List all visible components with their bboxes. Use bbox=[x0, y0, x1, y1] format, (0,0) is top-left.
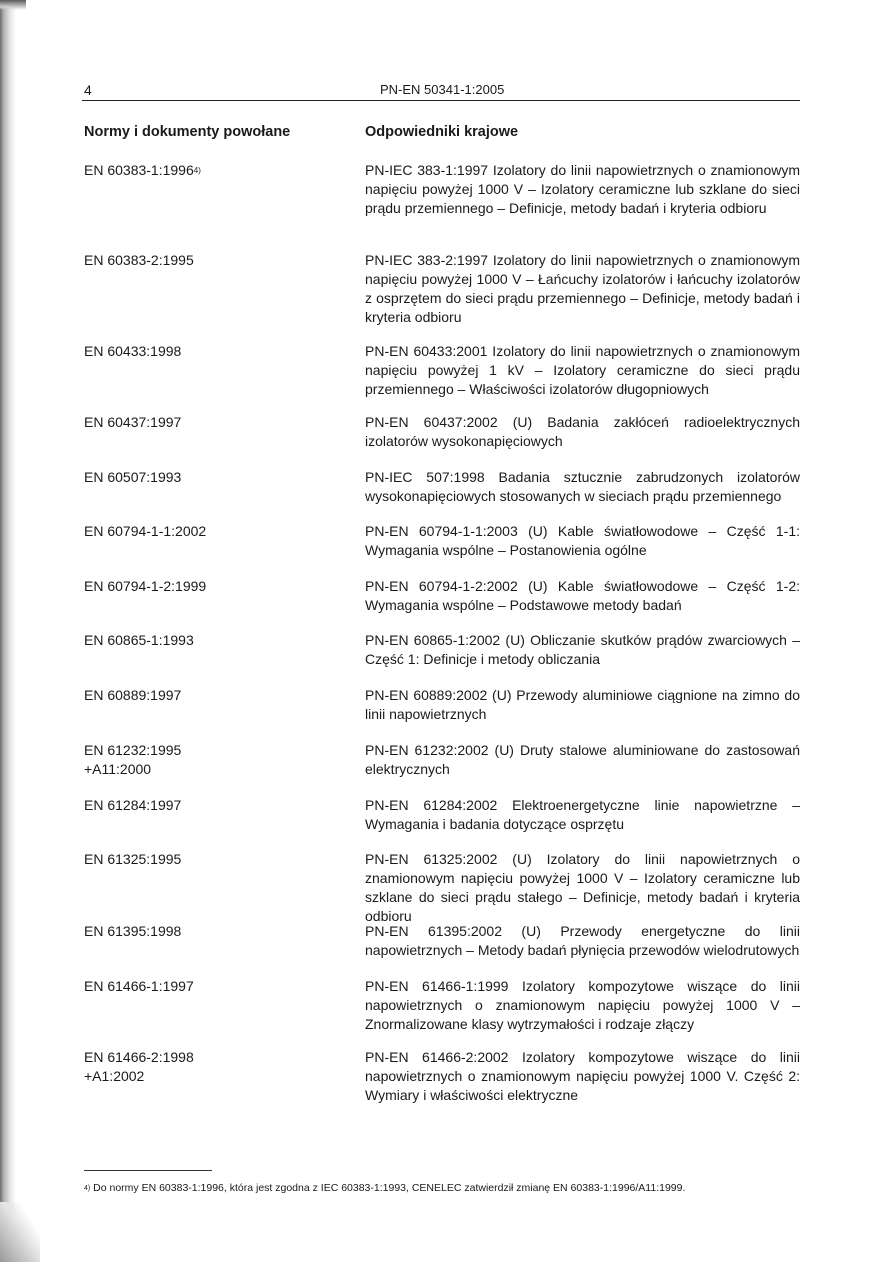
national-equivalent: PN-EN 60437:2002 (U) Badania zakłóceń radioelektrycznych izolatorów wysokonapięciowych bbox=[365, 414, 800, 449]
standard-code: EN 60383-1:1996$^{4)}$ bbox=[84, 162, 201, 178]
national-equivalent: PN-IEC 383-1:1997 Izolatory do linii napowietrznych o znamionowym napięciu powyżej 1000 V – Izolatory ceramiczne lub szklane do sieci prądu przemiennego – Definicje, metody badań i kryteria odbioru bbox=[365, 162, 800, 216]
standard-code: EN 60383-2:1995 bbox=[84, 252, 194, 268]
standard-code: EN 60794-1-2:1999 bbox=[84, 578, 207, 594]
standard-code: EN 60794-1-1:2002 bbox=[84, 523, 207, 539]
standard-code: EN 60437:1997 bbox=[84, 414, 182, 430]
standard-code: EN 61284:1997 bbox=[84, 797, 182, 813]
national-equivalent: PN-EN 61395:2002 (U) Przewody energetyczne do linii napowietrznych – Metody badań płynięcia przewodów wielodrutowych bbox=[365, 923, 800, 958]
national-equivalent: PN-EN 60794-1-1:2003 (U) Kable światłowodowe – Część 1-1: Wymagania wspólne – Postanowienia ogólne bbox=[365, 523, 800, 558]
column-heading-standards: Normy i dokumenty powołane bbox=[84, 124, 291, 140]
footnote-marker: 4) bbox=[84, 1185, 91, 1192]
standard-code: EN 60865-1:1993 bbox=[84, 632, 194, 648]
footnote-marker: 4) bbox=[193, 166, 201, 175]
column-heading-equivalents: Odpowiedniki krajowe bbox=[365, 124, 519, 140]
national-equivalent: PN-IEC 507:1998 Badania sztucznie zabrudzonych izolatorów wysokonapięciowych stosowanych w sieciach prądu przemiennego bbox=[365, 469, 800, 504]
national-equivalent: PN-EN 61466-2:2002 Izolatory kompozytowe wiszące do linii napowietrznych o znamionowym napięciu powyżej 1000 V. Część 2: Wymiary i właściwości elektryczne bbox=[365, 1049, 800, 1103]
standard-code: EN 60507:1993 bbox=[84, 469, 182, 485]
national-equivalent: PN-EN 61232:2002 (U) Druty stalowe aluminiowane do zastosowań elektrycznych bbox=[365, 742, 800, 777]
national-equivalent: PN-EN 61325:2002 (U) Izolatory do linii napowietrznych o znamionowym napięciu powyżej 1000 V – Izolatory ceramiczne lub szklane do sieci prądu stałego – Definicje, metody badań i kryteria odbioru bbox=[365, 851, 800, 924]
page-number: 4 bbox=[84, 82, 92, 98]
document-id: PN-EN 50341-1:2005 bbox=[380, 82, 505, 97]
footnote-rule bbox=[84, 1170, 212, 1171]
national-equivalent: PN-IEC 383-2:1997 Izolatory do linii napowietrznych o znamionowym napięciu powyżej 1000 V – Łańcuchy izolatorów i łańcuchy izolatorów z osprzętem do sieci prądu przemiennego – Definicje, metody badań i kryteria odbioru bbox=[365, 252, 800, 325]
national-equivalent: PN-EN 60865-1:2002 (U) Obliczanie skutków prądów zwarciowych – Część 1: Definicje i metody obliczania bbox=[365, 632, 800, 667]
footnote: $^{4)}$ Do normy EN 60383-1:1996, która jest zgodna z IEC 60383-1:1993, CENELEC zatwierdził zmianę EN 60383-1:1996/A11:1999. bbox=[84, 1182, 686, 1194]
national-equivalent: PN-EN 60794-1-2:2002 (U) Kable światłowodowe – Część 1-2: Wymagania wspólne – Podstawowe metody badań bbox=[365, 578, 800, 613]
standard-code: EN 60889:1997 bbox=[84, 687, 182, 703]
national-equivalent: PN-EN 60433:2001 Izolatory do linii napowietrznych o znamionowym napięciu powyżej 1 kV – Izolatory ceramiczne do sieci prądu przemiennego – Właściwości izolatorów długopniowych bbox=[365, 343, 800, 397]
standard-code: EN 61325:1995 bbox=[84, 851, 182, 867]
national-equivalent: PN-EN 60889:2002 (U) Przewody aluminiowe ciągnione na zimno do linii napowietrznych bbox=[365, 687, 800, 722]
standard-code: EN 61466-1:1997 bbox=[84, 978, 194, 994]
standard-code: EN 61466-2:1998 +A1:2002 bbox=[84, 1049, 194, 1084]
national-equivalent: PN-EN 61284:2002 Elektroenergetyczne linie napowietrzne – Wymagania i badania dotyczące osprzętu bbox=[365, 797, 800, 832]
standard-code: EN 61395:1998 bbox=[84, 923, 182, 939]
standard-code: EN 61232:1995 +A11:2000 bbox=[84, 742, 182, 777]
standard-code: EN 60433:1998 bbox=[84, 343, 182, 359]
national-equivalent: PN-EN 61466-1:1999 Izolatory kompozytowe wiszące do linii napowietrznych o znamionowym napięciu powyżej 1000 V – Znormalizowane klasy wytrzymałości i rodzaje złączy bbox=[365, 978, 800, 1032]
